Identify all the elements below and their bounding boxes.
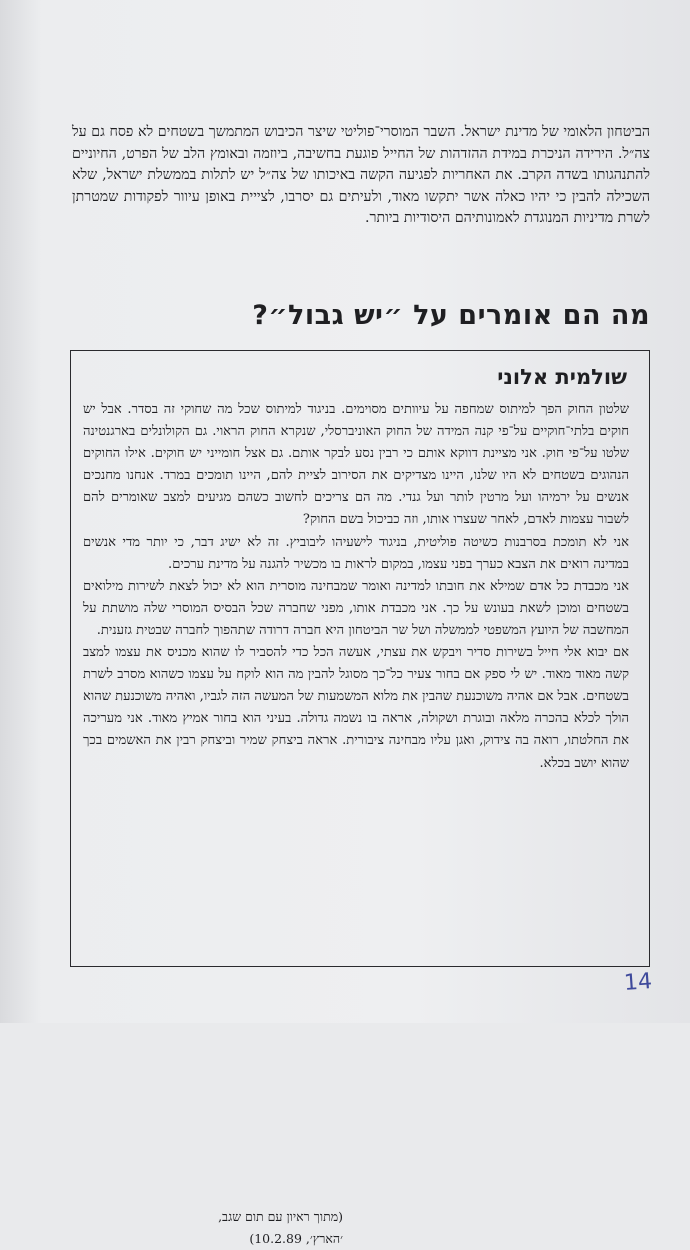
page-number: 14 (623, 969, 653, 996)
quote-author: שולמית אלוני (497, 365, 627, 389)
quote-body (83, 399, 629, 775)
quote-source (163, 1206, 343, 1250)
intro-text: הביטחון הלאומי של מדינת ישראל. השבר המוסרי־פוליטי שיצר הכיבוש המתמשך בשטחים לא פסח גם על צה״ל. הירידה הניכרת במידת ההזדהות של החייל פוגעת בחשיבה, ביוזמה ובאומץ הלב של הפרט, החיוניים להתנהגותו בשדה הקרב. את האחריות לפגיעה הקשה באיכותו של צה״ל יש לתלות בממשלת ישראל, שלא השכילה להבין כי יהיו כאלה אשר יתקשו מאוד, ולעיתים גם יסרבו, לצייית באופן עיוור לפקודות שמטרתן לשרת מדיניות המנוגדת לאמונותיהם היסודיות ביותר. (72, 124, 650, 227)
quote-paragraph: אני לא תומכת בסרבנות כשיטה פוליטית, בניגוד לישעיהו ליבוביץ. זה לא ישיג דבר, כי יותר מדי אנשים במדינה רואים את הצבא כערך בפני עצמו, במקום לראות בו מכשיר להגנה על מדינת ערכים. (83, 534, 629, 572)
source-line: ׳הארץ׳, 10.2.89) (249, 1231, 343, 1246)
quote-paragraph: שלטון החוק הפך למיתוס שמחפה על עיוותים מסוימים. בניגוד למיתוס שכל מה שחוקי זה בסדר. אבל יש חוקים בלתי־חוקיים על־פי קנה המידה של החוק האוניברסלי, שנקרא החוק הראוי. גם הקולונלים בארגנטינה שלטו על־פי חוק. אני מציינת דווקא אותם כי רבין נסע לבקר אותם. גם אצל חומייני יש חוקים. אילו החוקים הנהוגים בשטחים לא היו שלנו, היינו מצדיקים את הסירוב לציית להם, היינו תומכים במרד. אנחנו מחנכים אנשים על ירמיהו ועל מרטין לותר ועל גנדי. מה הם צריכים לחשוב כשהם מגיעים למצב שאומרים להם לשבור עצמות לאדם, לאחר שעצרו אותו, וזה כביכול בשם החוק? (83, 402, 629, 528)
quote-paragraph: אם יבוא אלי חייל בשירות סדיר ויבקש את עצתי, אעשה הכל כדי להסביר לו שהוא מכניס את עצמו למצב קשה מאוד מאוד. יש לי ספק אם בחור צעיר כל־כך מסוגל להבין מה הוא לוקח על עצמו כשהוא מסרב לשרת בשטחים. אבל אם אהיה משוכנעת שהבין את מלוא המשמעות של המעשה הזה לגביו, ואהיה משוכנעת שהוא הולך לכלא בהכרה מלאה ובוגרת ושקולה, אראה בו נשמה גדולה. בעיני הוא בחור אמיץ מאוד. אני מעריכה את החלטתו, רואה בה צידוק, ואגן עליו מבחינה ציבורית. אראה ביצחק שמיר וביצחק רבין את האשמים בכך שהוא יושב בכלא. (83, 645, 629, 771)
intro-paragraph (72, 122, 650, 230)
source-line: (מתוך ראיון עם תום שגב, (218, 1209, 343, 1224)
quote-paragraph: אני מכבדת כל אדם שמילא את חובתו למדינה ואומר שמבחינה מוסרית הוא לא יכול לצאת לשירות מילואים בשטחים ומוכן לשאת בעונש על כך. אני מכבדת אותו, מפני שחברה שכל הבסיס המוסרי שלה מושתת על המחשבה של היועץ המשפטי לממשלה ושל שר הביטחון היא חברה דרודה שתהפוך לחברה שבטית גזענית. (83, 578, 629, 638)
section-title: מה הם אומרים על ״יש גבול״? (252, 300, 650, 331)
